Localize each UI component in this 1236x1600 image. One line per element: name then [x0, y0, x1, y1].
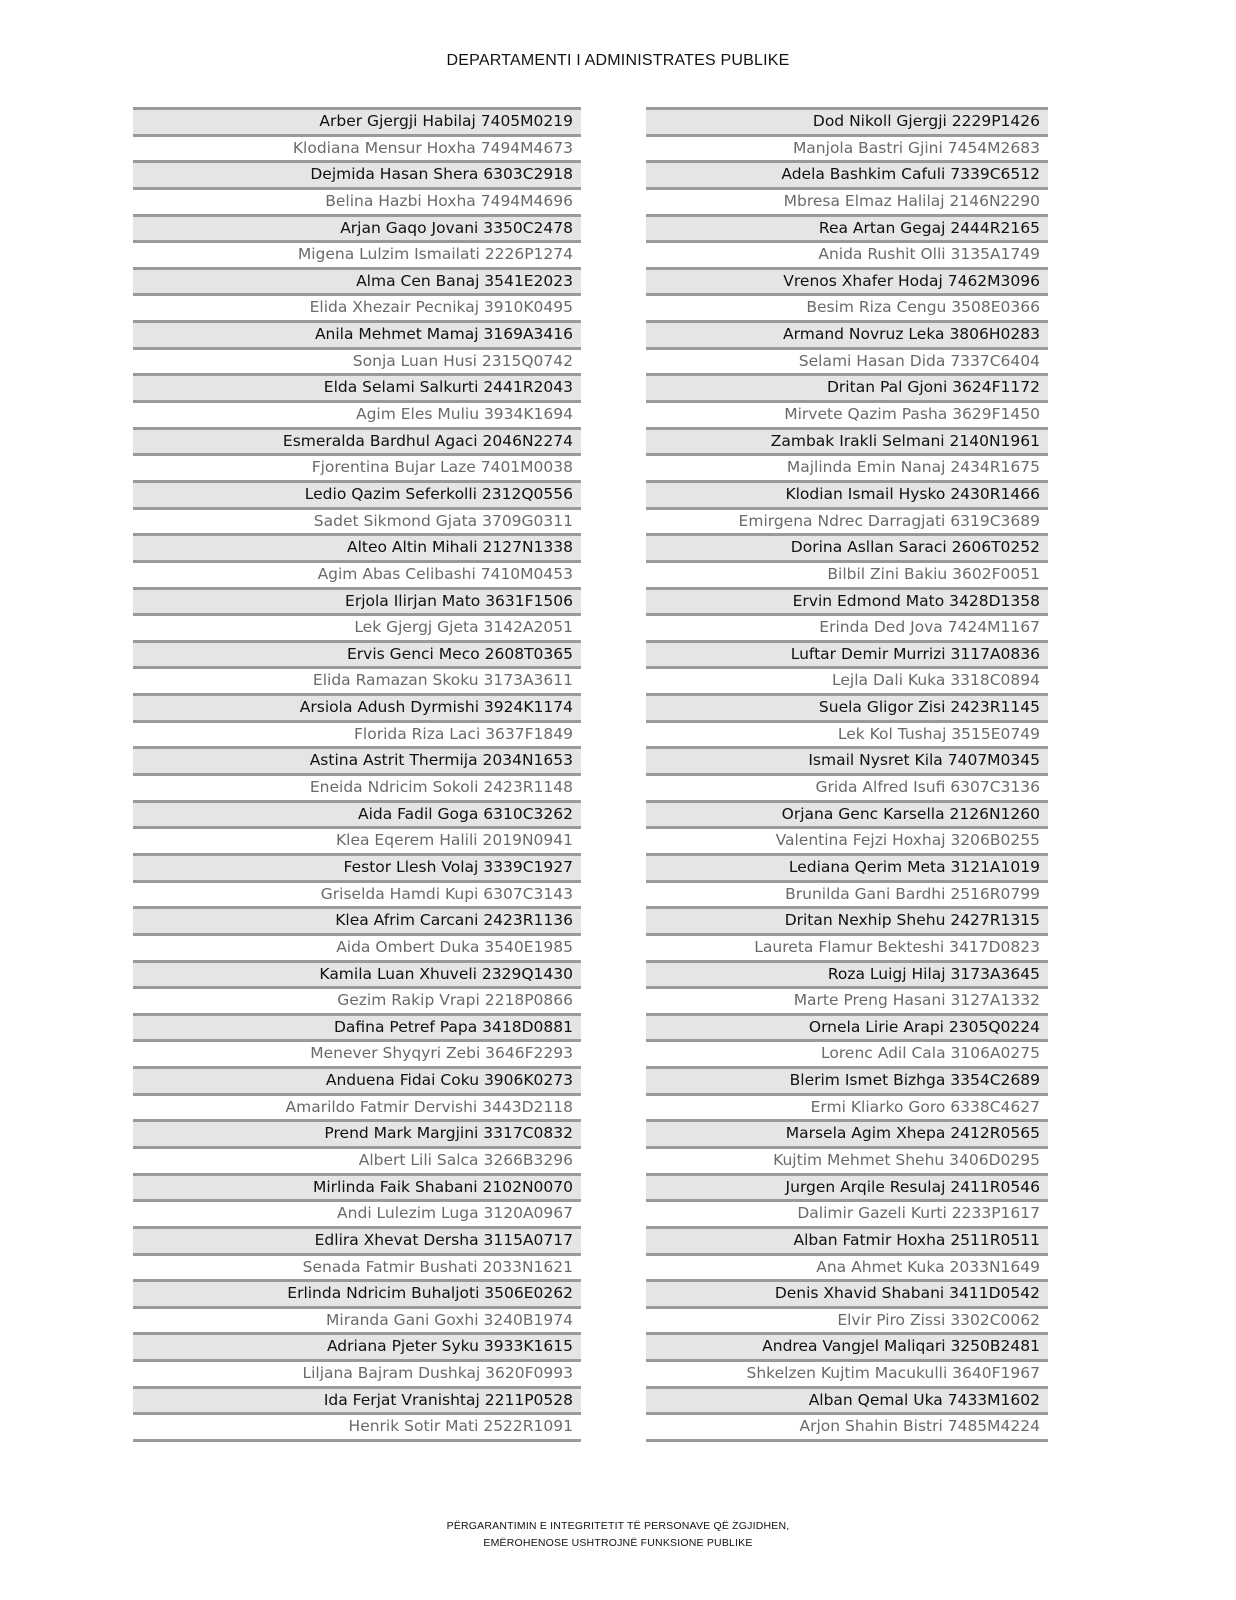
list-item: Florida Riza Laci 3637F1849: [133, 720, 581, 747]
list-item: Denis Xhavid Shabani 3411D0542: [646, 1279, 1048, 1306]
list-item: Fjorentina Bujar Laze 7401M0038: [133, 453, 581, 480]
list-item: Erlinda Ndricim Buhaljoti 3506E0262: [133, 1279, 581, 1306]
list-item: Anila Mehmet Mamaj 3169A3416: [133, 320, 581, 347]
list-item: Marte Preng Hasani 3127A1332: [646, 986, 1048, 1013]
list-item: Alma Cen Banaj 3541E2023: [133, 267, 581, 294]
list-item: Ana Ahmet Kuka 2033N1649: [646, 1253, 1048, 1280]
list-item: Elvir Piro Zissi 3302C0062: [646, 1306, 1048, 1333]
list-item: Liljana Bajram Dushkaj 3620F0993: [133, 1359, 581, 1386]
page-title: DEPARTAMENTI I ADMINISTRATES PUBLIKE: [446, 52, 790, 69]
right-name-list: [646, 107, 1048, 1442]
list-item: Senada Fatmir Bushati 2033N1621: [133, 1253, 581, 1280]
list-item: Elida Ramazan Skoku 3173A3611: [133, 666, 581, 693]
list-item: Agim Abas Celibashi 7410M0453: [133, 560, 581, 587]
list-item: Lejla Dali Kuka 3318C0894: [646, 666, 1048, 693]
list-item: Arber Gjergji Habilaj 7405M0219: [133, 107, 581, 134]
list-item: Dritan Pal Gjoni 3624F1172: [646, 373, 1048, 400]
list-item: Jurgen Arqile Resulaj 2411R0546: [646, 1173, 1048, 1200]
list-item: Kujtim Mehmet Shehu 3406D0295: [646, 1146, 1048, 1173]
list-bottom-rule: [646, 1439, 1048, 1442]
list-item: Brunilda Gani Bardhi 2516R0799: [646, 880, 1048, 907]
list-item: Albert Lili Salca 3266B3296: [133, 1146, 581, 1173]
list-item: Armand Novruz Leka 3806H0283: [646, 320, 1048, 347]
list-item: Lediana Qerim Meta 3121A1019: [646, 853, 1048, 880]
list-item: Eneida Ndricim Sokoli 2423R1148: [133, 773, 581, 800]
list-item: Ervin Edmond Mato 3428D1358: [646, 587, 1048, 614]
list-item: Alban Fatmir Hoxha 2511R0511: [646, 1226, 1048, 1253]
list-item: Klea Eqerem Halili 2019N0941: [133, 826, 581, 853]
list-item: Andrea Vangjel Maliqari 3250B2481: [646, 1332, 1048, 1359]
list-item: Emirgena Ndrec Darragjati 6319C3689: [646, 507, 1048, 534]
list-item: Suela Gligor Zisi 2423R1145: [646, 693, 1048, 720]
list-item: Adela Bashkim Cafuli 7339C6512: [646, 160, 1048, 187]
list-item: Mbresa Elmaz Halilaj 2146N2290: [646, 187, 1048, 214]
list-item: Dorina Asllan Saraci 2606T0252: [646, 533, 1048, 560]
list-item: Dritan Nexhip Shehu 2427R1315: [646, 906, 1048, 933]
list-item: Klodiana Mensur Hoxha 7494M4673: [133, 134, 581, 161]
list-item: Erinda Ded Jova 7424M1167: [646, 613, 1048, 640]
list-item: Rea Artan Gegaj 2444R2165: [646, 214, 1048, 241]
list-item: Erjola Ilirjan Mato 3631F1506: [133, 587, 581, 614]
list-item: Agim Eles Muliu 3934K1694: [133, 400, 581, 427]
list-item: Aida Fadil Goga 6310C3262: [133, 800, 581, 827]
list-item: Lorenc Adil Cala 3106A0275: [646, 1039, 1048, 1066]
list-item: Dejmida Hasan Shera 6303C2918: [133, 160, 581, 187]
list-item: Elda Selami Salkurti 2441R2043: [133, 373, 581, 400]
list-item: Menever Shyqyri Zebi 3646F2293: [133, 1039, 581, 1066]
list-item: Elida Xhezair Pecnikaj 3910K0495: [133, 293, 581, 320]
list-item: Klea Afrim Carcani 2423R1136: [133, 906, 581, 933]
list-item: Arsiola Adush Dyrmishi 3924K1174: [133, 693, 581, 720]
list-item: Dafina Petref Papa 3418D0881: [133, 1013, 581, 1040]
footer-line-2: EMËROHENOSE USHTROJNË FUNKSIONE PUBLIKE: [483, 1537, 753, 1549]
list-item: Aida Ombert Duka 3540E1985: [133, 933, 581, 960]
list-item: Ermi Kliarko Goro 6338C4627: [646, 1093, 1048, 1120]
list-item: Amarildo Fatmir Dervishi 3443D2118: [133, 1093, 581, 1120]
list-item: Mirvete Qazim Pasha 3629F1450: [646, 400, 1048, 427]
list-item: Besim Riza Cengu 3508E0366: [646, 293, 1048, 320]
list-item: Ornela Lirie Arapi 2305Q0224: [646, 1013, 1048, 1040]
list-item: Blerim Ismet Bizhga 3354C2689: [646, 1066, 1048, 1093]
list-item: Zambak Irakli Selmani 2140N1961: [646, 427, 1048, 454]
list-item: Andi Lulezim Luga 3120A0967: [133, 1199, 581, 1226]
list-item: Ledio Qazim Seferkolli 2312Q0556: [133, 480, 581, 507]
list-item: Grida Alfred Isufi 6307C3136: [646, 773, 1048, 800]
list-item: Lek Gjergj Gjeta 3142A2051: [133, 613, 581, 640]
list-item: Ismail Nysret Kila 7407M0345: [646, 746, 1048, 773]
list-item: Dod Nikoll Gjergji 2229P1426: [646, 107, 1048, 134]
list-item: Kamila Luan Xhuveli 2329Q1430: [133, 960, 581, 987]
footer-line-1: PËRGARANTIMIN E INTEGRITETIT TË PERSONAVE QË ZGJIDHEN,: [446, 1520, 790, 1532]
list-item: Arjan Gaqo Jovani 3350C2478: [133, 214, 581, 241]
list-item: Ida Ferjat Vranishtaj 2211P0528: [133, 1386, 581, 1413]
list-item: Arjon Shahin Bistri 7485M4224: [646, 1412, 1048, 1439]
footer: [0, 1518, 1236, 1552]
list-item: Henrik Sotir Mati 2522R1091: [133, 1412, 581, 1439]
list-item: Selami Hasan Dida 7337C6404: [646, 347, 1048, 374]
list-item: Festor Llesh Volaj 3339C1927: [133, 853, 581, 880]
list-item: Vrenos Xhafer Hodaj 7462M3096: [646, 267, 1048, 294]
list-item: Orjana Genc Karsella 2126N1260: [646, 800, 1048, 827]
list-item: Valentina Fejzi Hoxhaj 3206B0255: [646, 826, 1048, 853]
list-item: Alban Qemal Uka 7433M1602: [646, 1386, 1048, 1413]
list-item: Edlira Xhevat Dersha 3115A0717: [133, 1226, 581, 1253]
list-item: Manjola Bastri Gjini 7454M2683: [646, 134, 1048, 161]
list-item: Marsela Agim Xhepa 2412R0565: [646, 1119, 1048, 1146]
left-name-list: [133, 107, 581, 1442]
list-item: Miranda Gani Goxhi 3240B1974: [133, 1306, 581, 1333]
list-item: Dalimir Gazeli Kurti 2233P1617: [646, 1199, 1048, 1226]
list-item: Bilbil Zini Bakiu 3602F0051: [646, 560, 1048, 587]
list-item: Mirlinda Faik Shabani 2102N0070: [133, 1173, 581, 1200]
list-item: Sadet Sikmond Gjata 3709G0311: [133, 507, 581, 534]
list-item: Prend Mark Margjini 3317C0832: [133, 1119, 581, 1146]
list-item: Esmeralda Bardhul Agaci 2046N2274: [133, 427, 581, 454]
list-item: Laureta Flamur Bekteshi 3417D0823: [646, 933, 1048, 960]
list-item: Luftar Demir Murrizi 3117A0836: [646, 640, 1048, 667]
list-item: Lek Kol Tushaj 3515E0749: [646, 720, 1048, 747]
list-item: Migena Lulzim Ismailati 2226P1274: [133, 240, 581, 267]
list-item: Anduena Fidai Coku 3906K0273: [133, 1066, 581, 1093]
list-item: Roza Luigj Hilaj 3173A3645: [646, 960, 1048, 987]
list-item: Alteo Altin Mihali 2127N1338: [133, 533, 581, 560]
list-bottom-rule: [133, 1439, 581, 1442]
list-item: Shkelzen Kujtim Macukulli 3640F1967: [646, 1359, 1048, 1386]
list-item: Anida Rushit Olli 3135A1749: [646, 240, 1048, 267]
list-item: Adriana Pjeter Syku 3933K1615: [133, 1332, 581, 1359]
list-item: Majlinda Emin Nanaj 2434R1675: [646, 453, 1048, 480]
list-item: Sonja Luan Husi 2315Q0742: [133, 347, 581, 374]
list-item: Klodian Ismail Hysko 2430R1466: [646, 480, 1048, 507]
list-item: Astina Astrit Thermija 2034N1653: [133, 746, 581, 773]
list-item: Griselda Hamdi Kupi 6307C3143: [133, 880, 581, 907]
list-item: Belina Hazbi Hoxha 7494M4696: [133, 187, 581, 214]
list-item: Gezim Rakip Vrapi 2218P0866: [133, 986, 581, 1013]
list-item: Ervis Genci Meco 2608T0365: [133, 640, 581, 667]
